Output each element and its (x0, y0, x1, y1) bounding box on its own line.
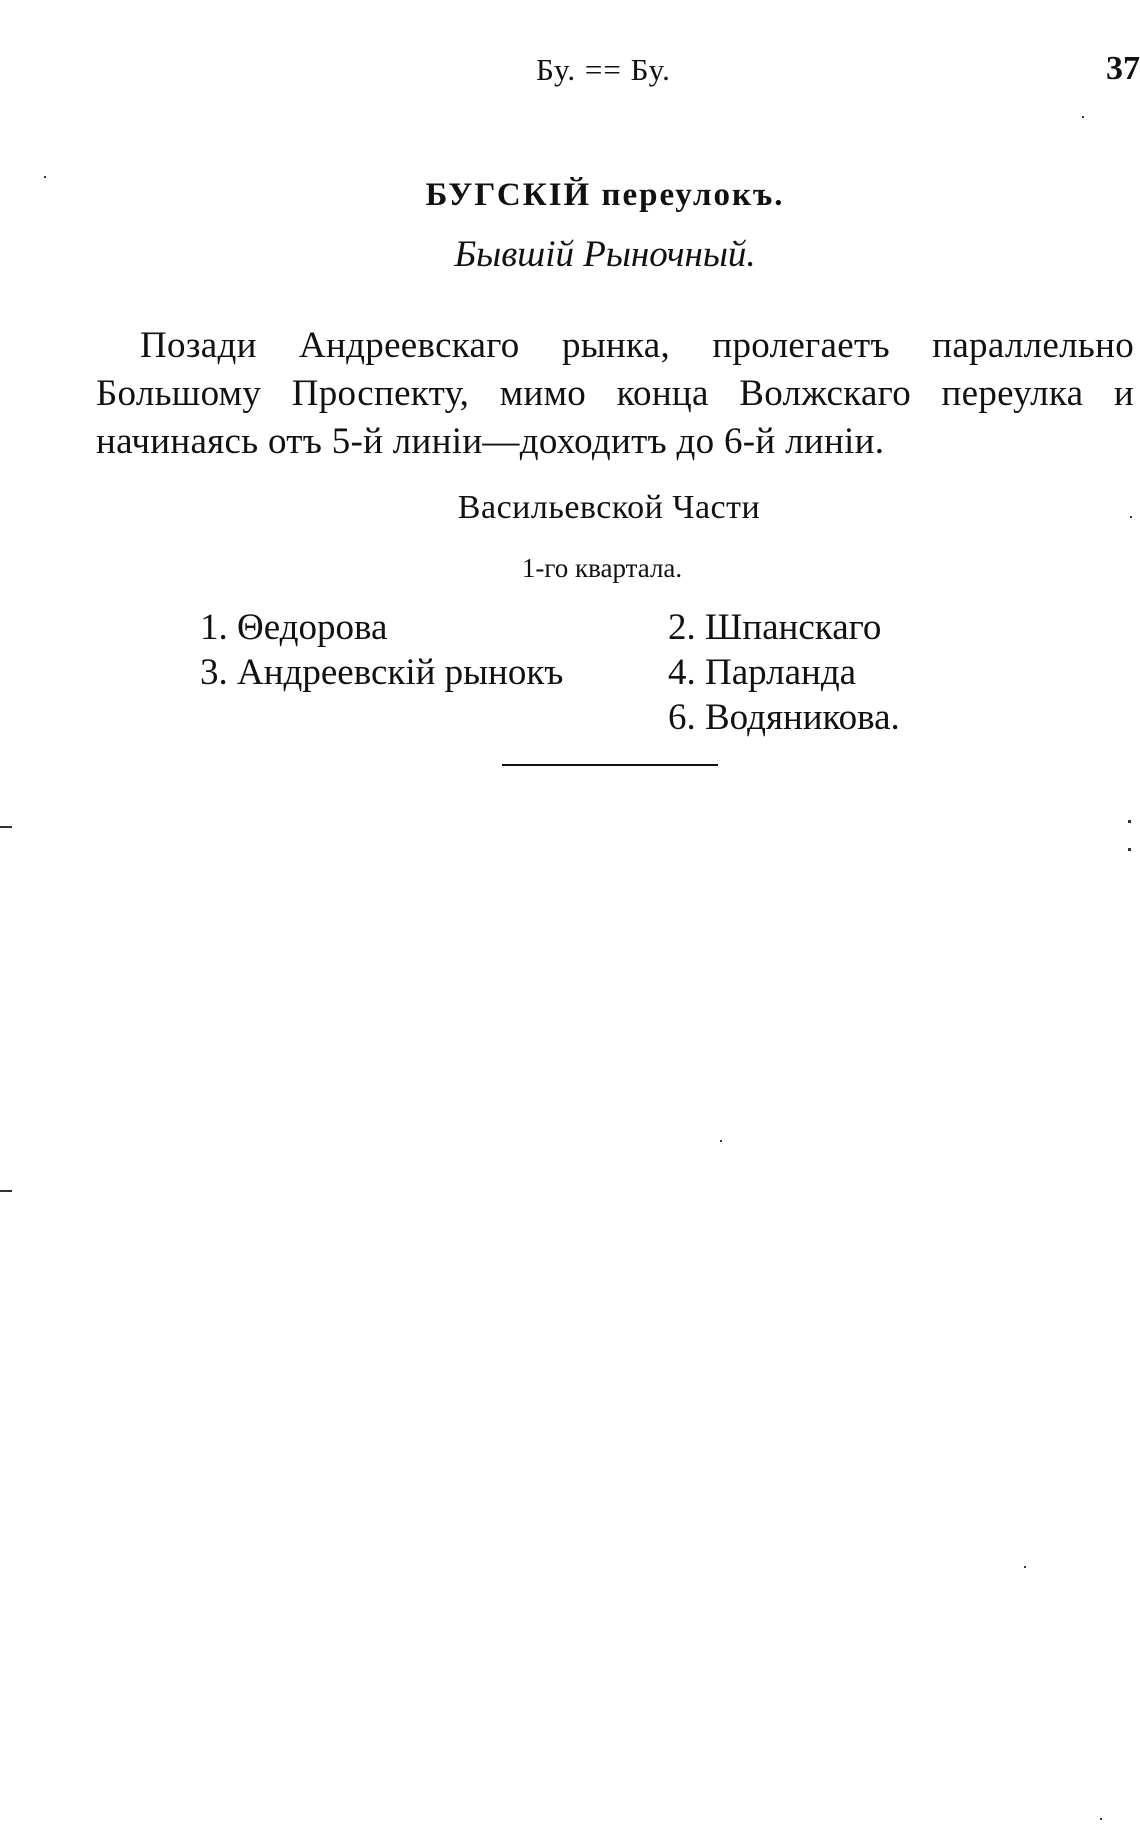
owners-list-right (668, 605, 900, 740)
scan-speck (1024, 1566, 1026, 1568)
list-item: 3. Андреевскій рынокъ (200, 652, 564, 693)
list-item: 1. Θедорова (200, 607, 388, 648)
scan-speck (1082, 116, 1084, 118)
list-item: 2. Шпанскаго (668, 607, 882, 648)
scan-speck (44, 176, 46, 178)
scan-speck (1128, 848, 1131, 851)
scan-speck (1130, 516, 1132, 518)
street-name: БУГСКІЙ переулокъ. (425, 177, 785, 213)
scan-speck (1100, 1818, 1102, 1820)
district-heading: Васильевской Части (457, 489, 761, 526)
header-title: Бу. == Бу. (536, 52, 671, 87)
section-divider (502, 764, 718, 766)
list-item: 4. Парланда (668, 652, 857, 693)
owners-list-left (200, 605, 563, 695)
scan-speck (720, 1140, 722, 1142)
scan-speck (0, 826, 12, 828)
scan-speck (1128, 820, 1131, 823)
scan-speck (0, 1190, 12, 1192)
street-title (0, 176, 1140, 214)
page-number: 37 (1106, 50, 1140, 87)
former-name: Бывшій Рыночный. (454, 234, 756, 275)
running-header (0, 52, 1140, 92)
quarter-heading: 1-го квартала. (521, 553, 683, 583)
street-description: Позади Андреевскаго рынка, пролегаетъ параллельно Большому Проспекту, мимо конца Волжскаго переулка и начинаясь отъ 5-й линіи—доходитъ до 6-й линіи. (96, 325, 1134, 462)
list-item: 6. Водяникова. (668, 697, 900, 738)
